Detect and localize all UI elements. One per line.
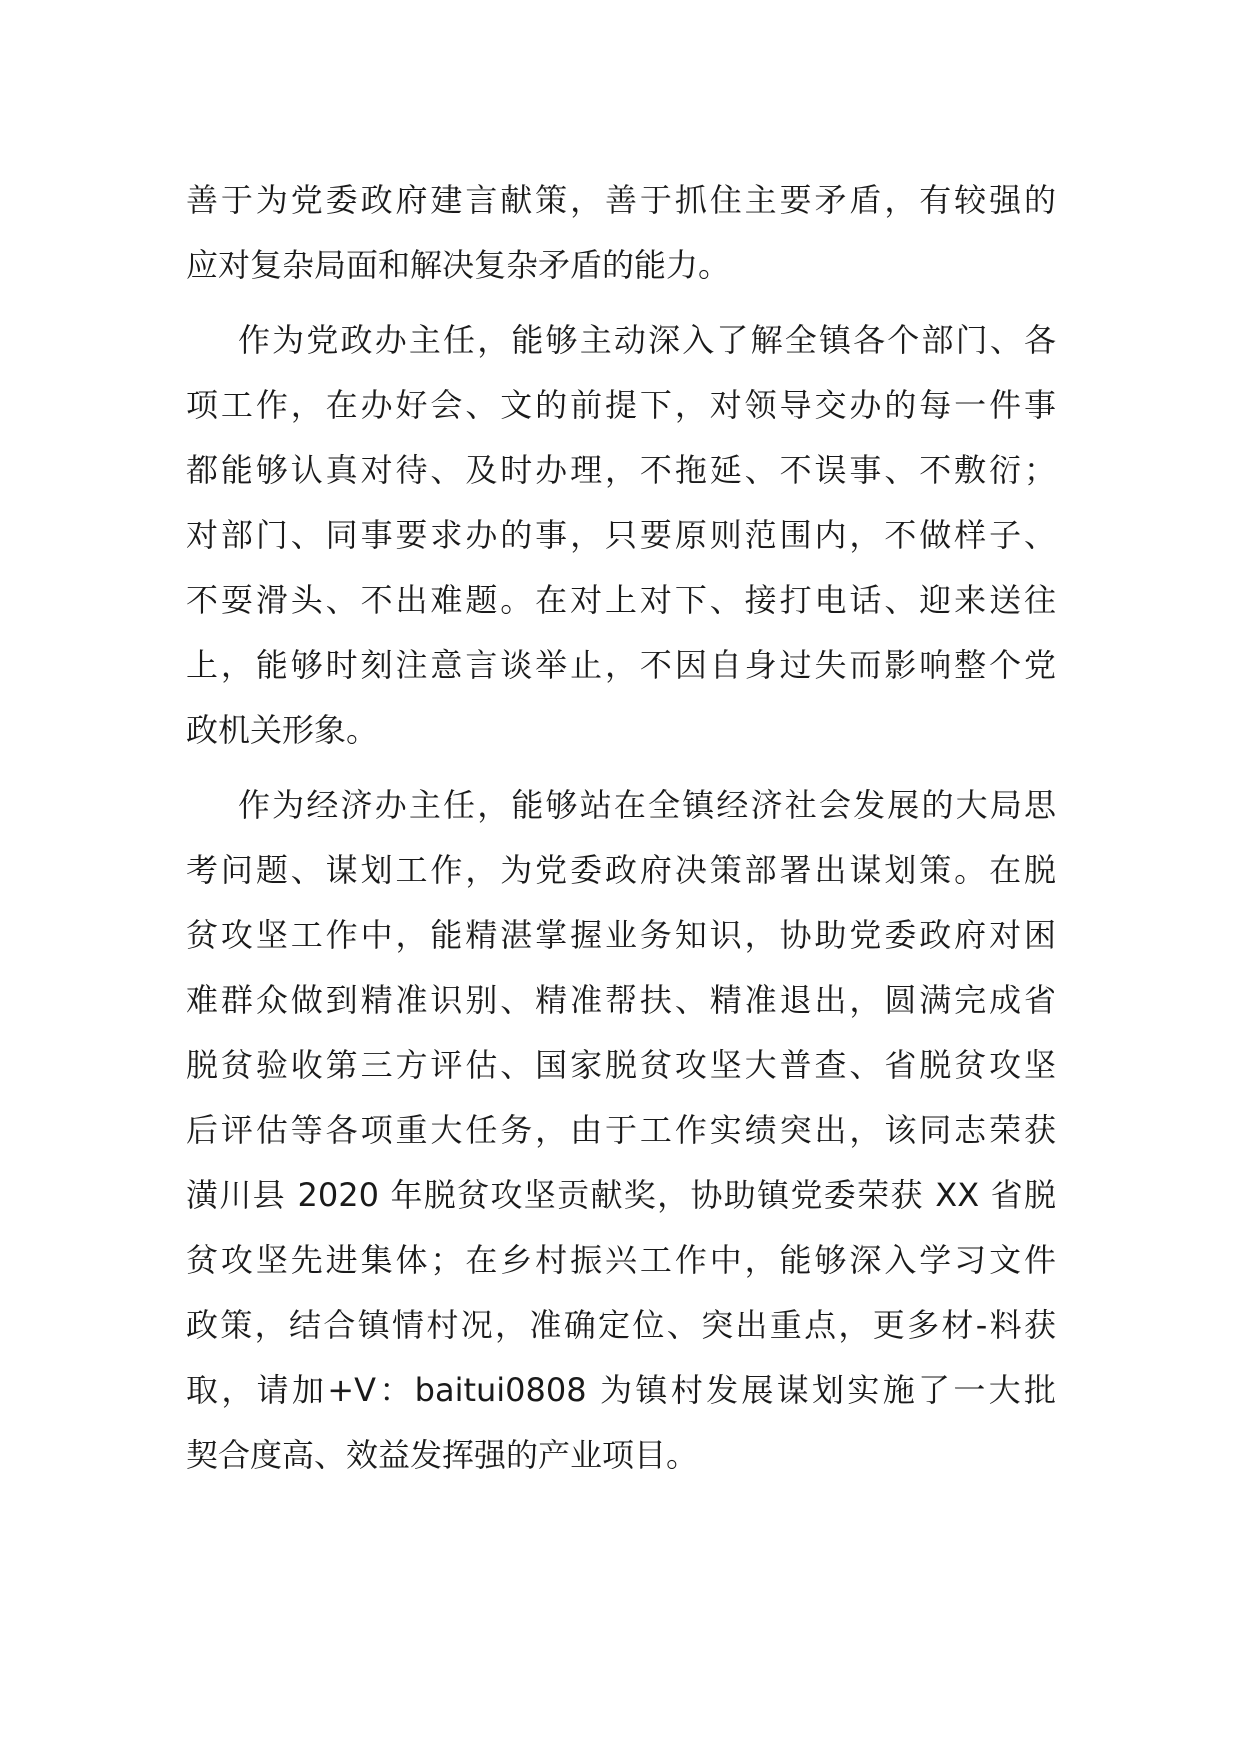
paragraph-line: 对部门、同事要求办的事，只要原则范围内，不做样子、 (186, 516, 1056, 554)
paragraph-line: 应对复杂局面和解决复杂矛盾的能力。 (186, 246, 731, 284)
paragraph-line: 考问题、谋划工作，为党委政府决策部署出谋划策。在脱 (186, 851, 1056, 889)
paragraph (186, 773, 1056, 1488)
paragraph-line: 政策，结合镇情村况，准确定位、突出重点，更多材-料获 (186, 1306, 1056, 1344)
paragraph-line: 取，请加+V：baitui0808 为镇村发展谋划实施了一大批 (186, 1371, 1056, 1409)
paragraph-line: 脱贫验收第三方评估、国家脱贫攻坚大普查、省脱贫攻坚 (186, 1046, 1056, 1084)
paragraph-line: 项工作，在办好会、文的前提下，对领导交办的每一件事 (186, 386, 1056, 424)
paragraph-line: 上，能够时刻注意言谈举止，不因自身过失而影响整个党 (186, 646, 1056, 684)
paragraph-line: 政机关形象。 (186, 711, 379, 749)
paragraph-gap (186, 763, 1056, 773)
paragraph-line: 作为党政办主任，能够主动深入了解全镇各个部门、各 (238, 321, 1056, 359)
paragraph-line: 潢川县 2020 年脱贫攻坚贡献奖，协助镇党委荣获 XX 省脱 (186, 1176, 1056, 1214)
document-body (186, 168, 1056, 1488)
paragraph-line: 契合度高、效益发挥强的产业项目。 (186, 1436, 699, 1474)
paragraph-gap (186, 298, 1056, 308)
paragraph-line: 贫攻坚先进集体；在乡村振兴工作中，能够深入学习文件 (186, 1241, 1056, 1279)
paragraph-line: 不耍滑头、不出难题。在对上对下、接打电话、迎来送往 (186, 581, 1056, 619)
paragraph-line: 善于为党委政府建言献策，善于抓住主要矛盾，有较强的 (186, 181, 1056, 219)
paragraph-line: 难群众做到精准识别、精准帮扶、精准退出，圆满完成省 (186, 981, 1056, 1019)
paragraph (186, 168, 1056, 298)
paragraph (186, 308, 1056, 763)
paragraph-line: 后评估等各项重大任务，由于工作实绩突出，该同志荣获 (186, 1111, 1056, 1149)
paragraph-line: 贫攻坚工作中，能精湛掌握业务知识，协助党委政府对困 (186, 916, 1056, 954)
paragraph-line: 作为经济办主任，能够站在全镇经济社会发展的大局思 (238, 786, 1056, 824)
paragraph-line: 都能够认真对待、及时办理，不拖延、不误事、不敷衍； (186, 451, 1056, 489)
